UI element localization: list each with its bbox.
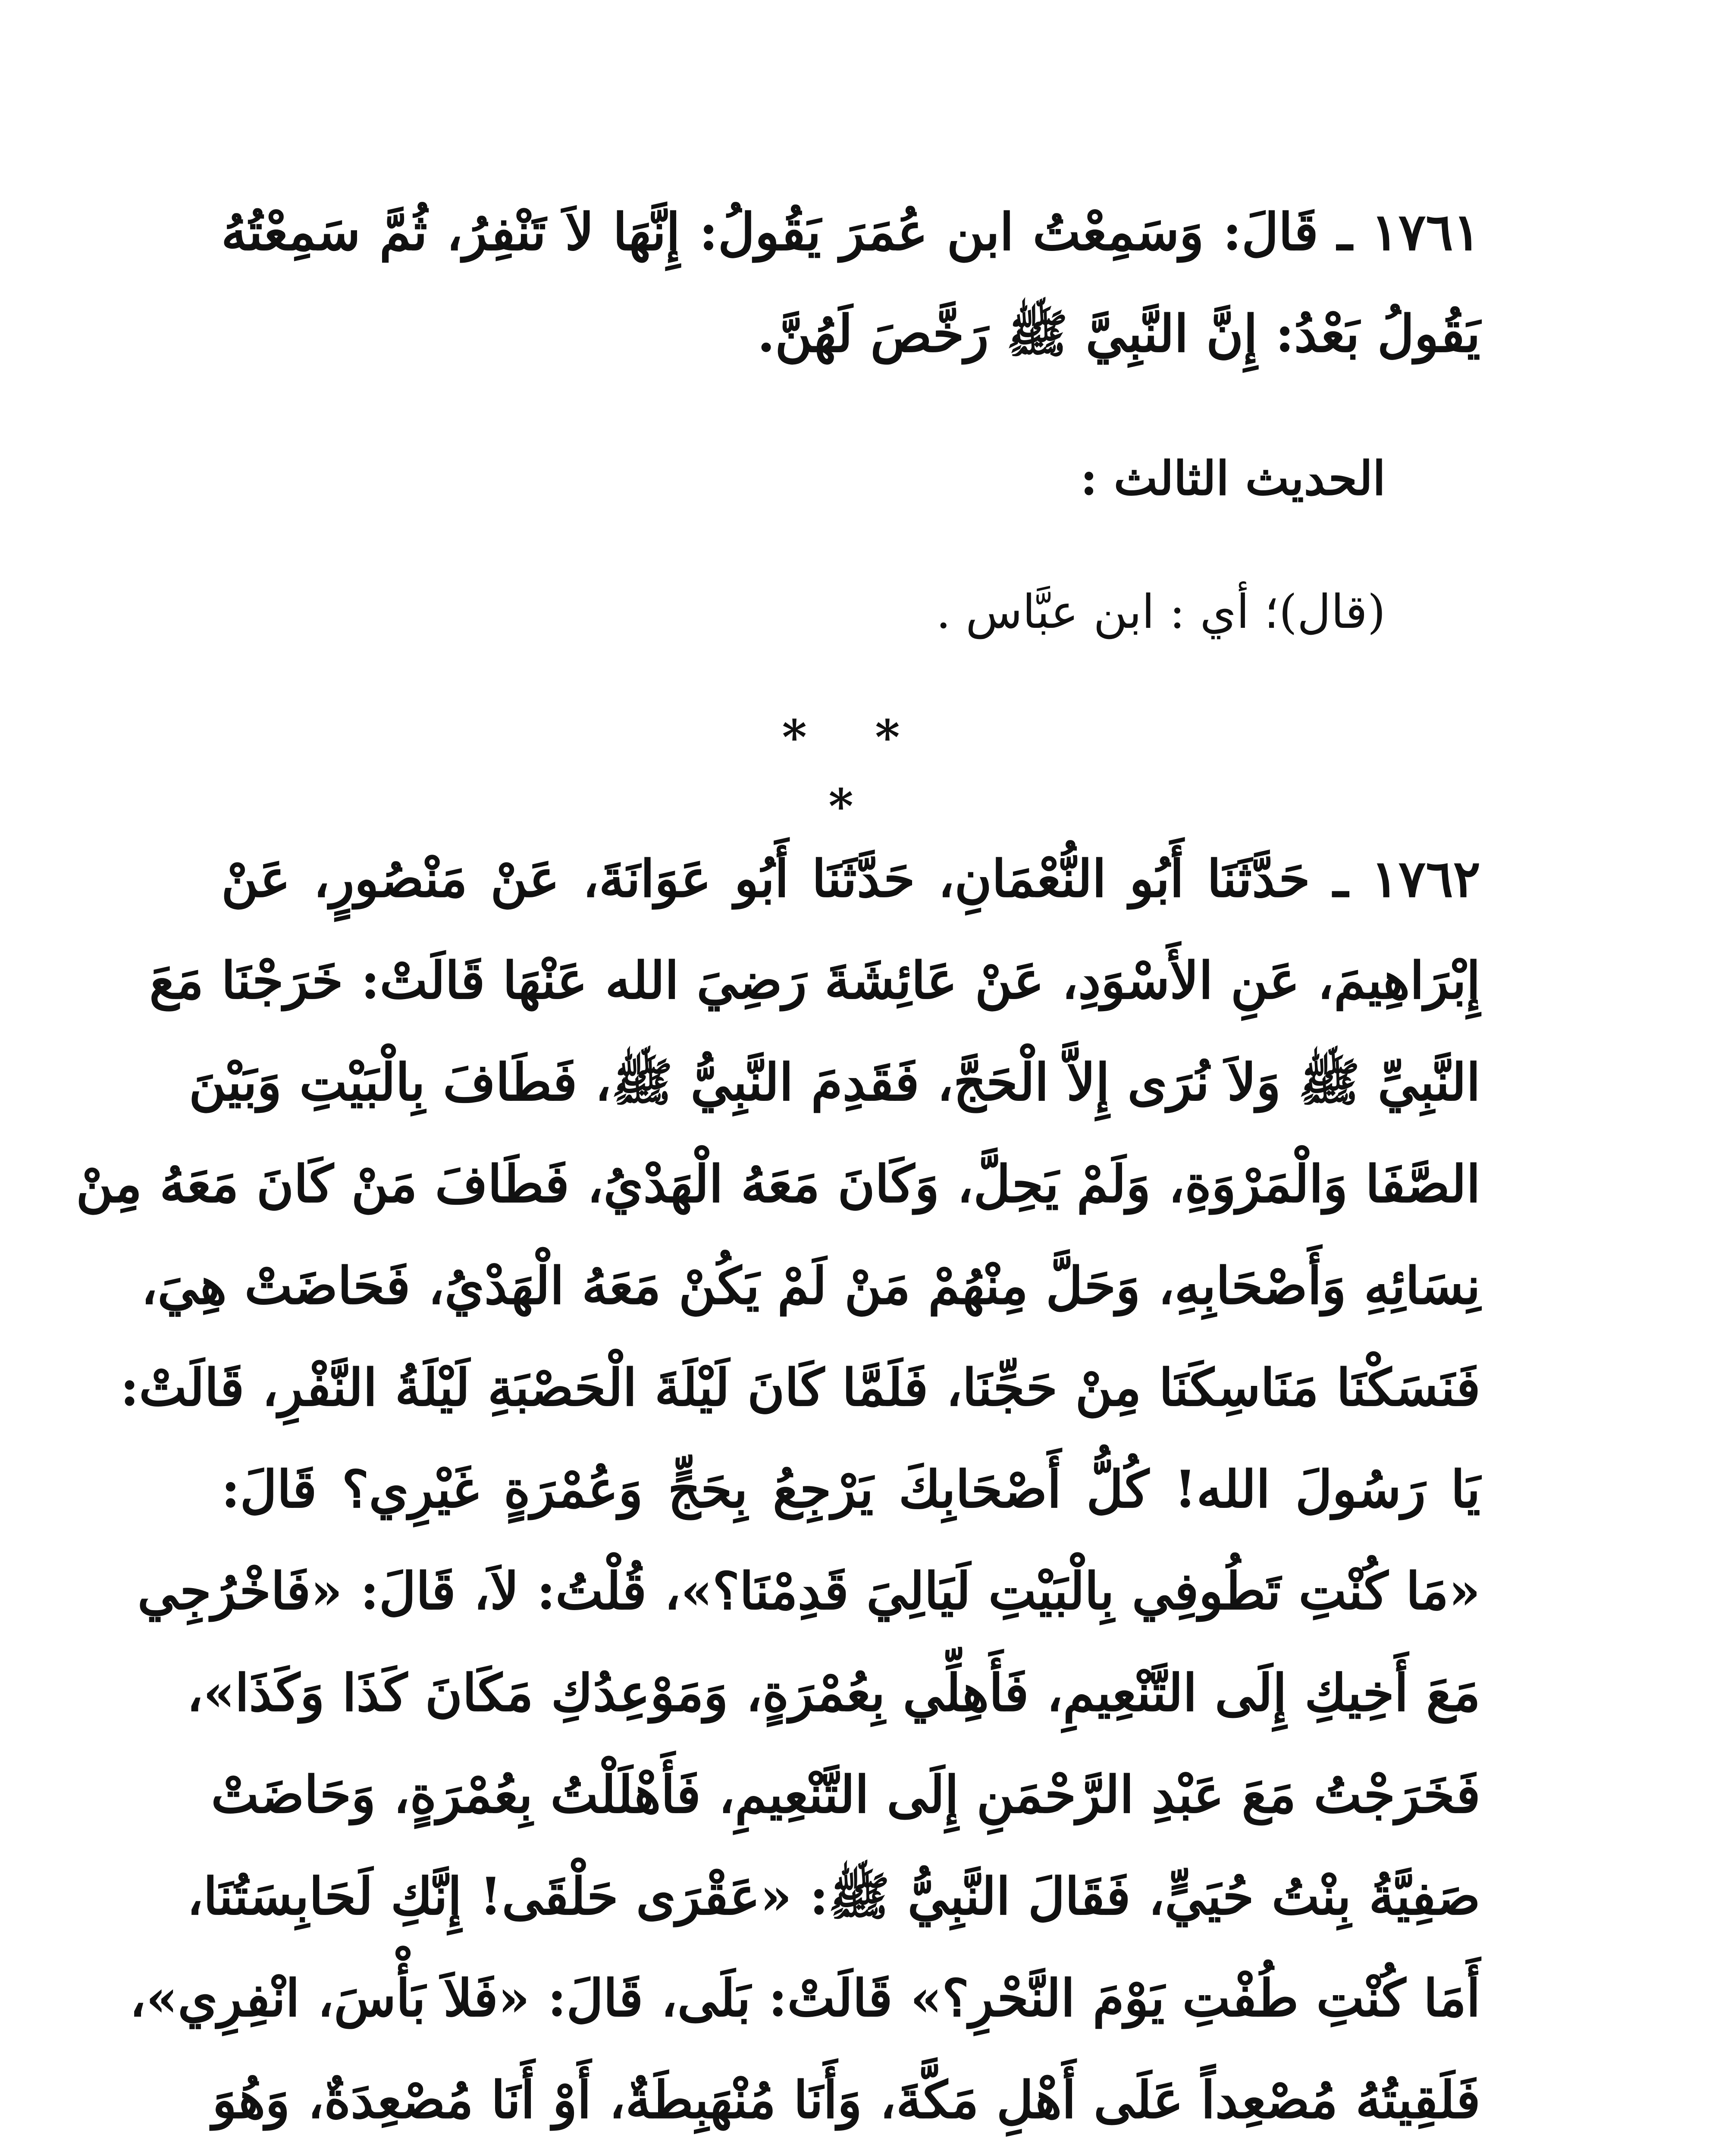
- hadith-1762-line-10: فَخَرَجْتُ مَعَ عَبْدِ الرَّحْمَنِ إِلَى التَّنْعِيمِ، فَأَهْلَلْتُ بِعُمْرَةٍ، وَحَاضَتْ: [211, 1764, 1480, 1824]
- hadith-1762-line-14: [221, 2151, 1480, 2156]
- section-separator: * * *: [782, 709, 926, 834]
- hadith-1762-line-2: إِبْرَاهِيمَ، عَنِ الأَسْوَدِ، عَنْ عَائِشَةَ رَضِيَ الله عَنْهَا قَالَتْ: خَرَجْنَا مَعَ: [149, 950, 1480, 1010]
- hadith-1762-line-9: مَعَ أَخِيكِ إِلَى التَّنْعِيمِ، فَأَهِلِّي بِعُمْرَةٍ، وَمَوْعِدُكِ مَكَانَ كَذَا وَكَذَا»،: [186, 1663, 1480, 1723]
- hadith-1762-line-7: يَا رَسُولَ الله! كُلُّ أَصْحَابِكَ يَرْجِعُ بِحَجٍّ وَعُمْرَةٍ غَيْرِي؟ قَالَ:: [221, 1459, 1480, 1519]
- hadith-1762-line-11: صَفِيَّةُ بِنْتُ حُيَيٍّ، فَقَالَ النَّبِيُّ ﷺ: «عَقْرَى حَلْقَى! إِنَّكِ لَحَابِسَتُنَا،: [187, 1866, 1480, 1926]
- commentary-note: (قال)؛ أي : ابن عبَّاس .: [936, 585, 1386, 639]
- hadith-1762-paragraph: [76, 828, 1480, 2156]
- hadith-1762-line-12: أَمَا كُنْتِ طُفْتِ يَوْمَ النَّحْرِ؟» قَالَتْ: بَلَى، قَالَ: «فَلاَ بَأْسَ، انْفِرِي»،: [129, 1968, 1480, 2028]
- hadith-1762-line-1: ١٧٦٢ ـ حَدَّثَنَا أَبُو النُّعْمَانِ، حَدَّثَنَا أَبُو عَوَانَةَ، عَنْ مَنْصُورٍ، عَنْ: [221, 849, 1480, 909]
- hadith-1762-line-5: نِسَائِهِ وَأَصْحَابِهِ، وَحَلَّ مِنْهُمْ مَنْ لَمْ يَكُنْ مَعَهُ الْهَدْيُ، فَحَاضَتْ هِيَ،: [141, 1256, 1480, 1316]
- hadith-1761-line-2: يَقُولُ بَعْدُ: إِنَّ النَّبِيَّ ﷺ رَخَّصَ لَهُنَّ.: [757, 304, 1480, 364]
- hadith-1762-line-4: الصَّفَا وَالْمَرْوَةِ، وَلَمْ يَحِلَّ، وَكَانَ مَعَهُ الْهَدْيُ، فَطَافَ مَنْ كَانَ مَعَهُ مِنْ: [76, 1154, 1480, 1214]
- hadith-1761-paragraph: [221, 181, 1480, 385]
- hadith-1762-line-8: «مَا كُنْتِ تَطُوفِي بِالْبَيْتِ لَيَالِيَ قَدِمْنَا؟»، قُلْتُ: لاَ، قَالَ: «فَاخْرُجِي: [137, 1561, 1480, 1621]
- hadith-1761-line-1: ١٧٦١ ـ قَالَ: وَسَمِعْتُ ابن عُمَرَ يَقُولُ: إِنَّهَا لاَ تَنْفِرُ، ثُمَّ سَمِعْتُهُ: [221, 202, 1480, 262]
- section-heading-third-hadith: الحديث الثالث :: [1080, 451, 1386, 506]
- hadith-1762-line-13: فَلَقِيتُهُ مُصْعِداً عَلَى أَهْلِ مَكَّةَ، وَأَنَا مُنْهَبِطَةٌ، أَوْ أَنَا مُصْعِدَةٌ، وَهُوَ: [212, 2070, 1480, 2130]
- hadith-1762-line-6: فَنَسَكْنَا مَنَاسِكَنَا مِنْ حَجِّنَا، فَلَمَّا كَانَ لَيْلَةَ الْحَصْبَةِ لَيْلَةُ النَّفْرِ، قَالَتْ:: [120, 1357, 1480, 1417]
- hadith-1762-line-3: النَّبِيِّ ﷺ وَلاَ نُرَى إِلاَّ الْحَجَّ، فَقَدِمَ النَّبِيُّ ﷺ، فَطَافَ بِالْبَيْتِ وَبَيْنَ: [188, 1052, 1480, 1112]
